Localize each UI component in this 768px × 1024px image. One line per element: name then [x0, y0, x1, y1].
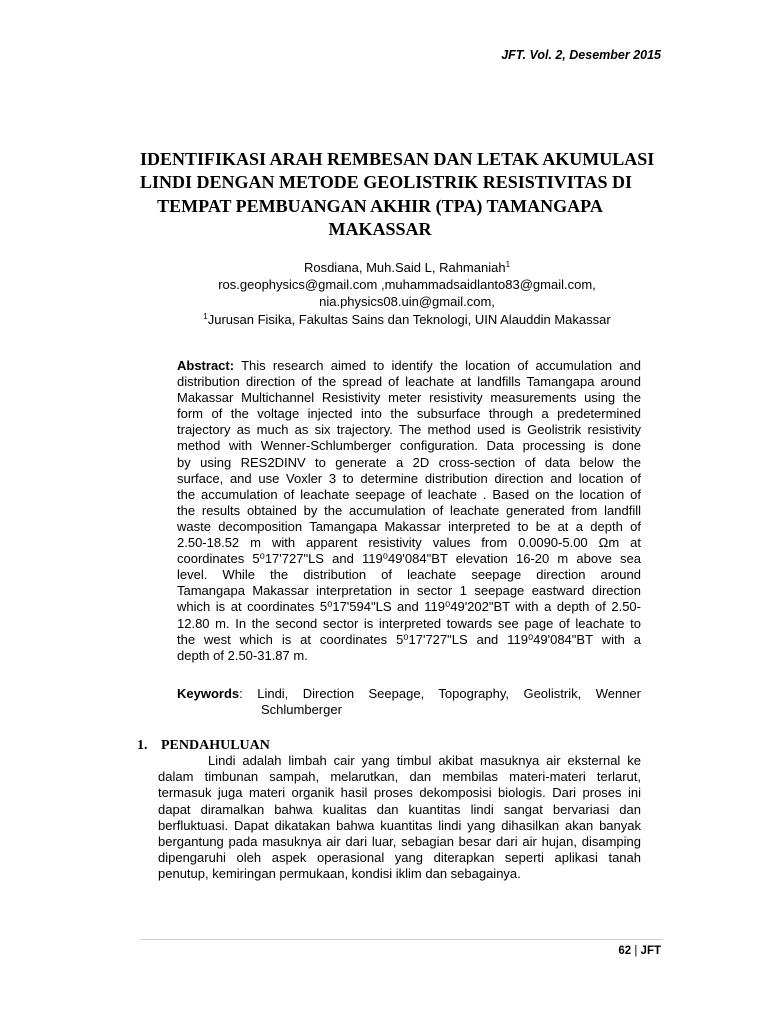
keywords-label: Keywords: [177, 686, 240, 701]
abstract-line: surface, and use Voxler 3 to determine distribution direction and location of: [177, 470, 641, 486]
affiliation-marker: 1: [203, 311, 208, 321]
affiliation: Jurusan Fisika, Fakultas Sains dan Teknologi, UIN Alauddin Makassar: [207, 311, 611, 327]
section-number: 1.: [137, 738, 148, 753]
abstract-line: the west which is at coordinates 5⁰17'727"LS and 119⁰49'084"BT with a: [177, 631, 641, 647]
author-names: Rosdiana, Muh.Said L, Rahmaniah: [303, 260, 506, 275]
body-line: termasuk juga materi organik hasil proses dekomposisi biologis. Dari proses ini: [158, 785, 641, 801]
abstract-line: Makassar Multichannel Resistivity meter resistivity measurements using the: [177, 390, 641, 406]
abstract-line: coordinates 5⁰17'727"LS and 119⁰49'084"BT elevation 16-20 m above sea: [177, 551, 641, 567]
keywords: [177, 686, 641, 718]
journal-header: JFT. Vol. 2, Desember 2015: [501, 48, 661, 62]
author-block: [140, 259, 674, 328]
section-body: [158, 753, 641, 883]
abstract-line: [177, 358, 641, 374]
section-heading: [137, 738, 270, 754]
abstract-line: form of the voltage injected into the subsurface through a predetermined: [177, 406, 641, 422]
abstract-line: method with Wenner-Schlumberger configuration. Data processing is done: [177, 438, 641, 454]
abstract-line: depth of 2.50-31.87 m.: [177, 647, 308, 663]
paper-title: [140, 148, 655, 241]
author-names-line: [140, 259, 674, 276]
abstract-line: 2.50-18.52 m with apparent resistivity values from 0.0090-5.00 Ωm at: [177, 535, 641, 551]
abstract-line: which is at coordinates 5⁰17'594"LS and 119⁰49'202"BT with a depth of 2.50-: [177, 599, 641, 615]
keywords-line: [177, 686, 641, 702]
abstract-line: waste decomposition Tamangapa Makassar interpreted to be at a depth of: [177, 518, 641, 534]
abstract-line: level. While the distribution of leachate seepage direction around: [177, 567, 641, 583]
keywords-line: Schlumberger: [261, 702, 342, 718]
body-line: penutup, kemiringan permukaan, kondisi iklim dan sebagainya.: [158, 866, 521, 882]
author-affil-marker: 1: [505, 260, 511, 269]
abstract: [177, 358, 641, 664]
footer-divider: [140, 939, 663, 940]
abstract-line: 12.80 m. In the second sector is interpreted towards see page of leachate to: [177, 615, 641, 631]
body-line: dipengaruhi oleh aspek operasional yang diterapkan seperti aplikasi tanah: [158, 850, 641, 866]
footer-separator: |: [634, 945, 638, 957]
page-number: 62: [618, 945, 632, 957]
body-line: dalam timbunan sampah, melarutkan, dan membilas materi-materi terlarut,: [158, 769, 641, 785]
affiliation-line: [140, 311, 674, 328]
title-line: IDENTIFIKASI ARAH REMBESAN DAN LETAK AKUMULASI: [140, 149, 655, 169]
page-footer: [618, 945, 661, 957]
abstract-text: This research aimed to identify the location of accumulation and: [234, 358, 641, 373]
author-emails: nia.physics08.uin@gmail.com,: [319, 294, 495, 310]
abstract-line: trajectory as much as six trajectory. The method used is Geolistrik resistivity: [177, 422, 641, 438]
section-title: PENDAHULUAN: [161, 738, 270, 753]
abstract-line: distribution direction of the spread of leachate at landfills Tamangapa around: [177, 374, 641, 390]
abstract-line: the results obtained by the accumulation of leachate generated from landfill: [177, 502, 641, 518]
abstract-line: the accumulation of leachate seepage of leachate . Based on the location of: [177, 486, 641, 502]
abstract-line: by using RES2DINV to generate a 2D cross-section of data below the: [177, 454, 641, 470]
title-line: MAKASSAR: [328, 218, 432, 239]
abstract-line: Tamangapa Makassar interpretation in sector 1 seepage eastward direction: [177, 583, 641, 599]
title-line: LINDI DENGAN METODE GEOLISTRIK RESISTIVITAS DI: [140, 172, 632, 193]
author-emails: ros.geophysics@gmail.com ,muhammadsaidlanto83@gmail.com,: [218, 277, 596, 293]
abstract-label: Abstract:: [177, 358, 235, 373]
body-line: Lindi adalah limbah cair yang timbul akibat masuknya air eksternal ke: [208, 753, 641, 768]
keywords-text: : Lindi, Direction Seepage, Topography, Geolistrik, Wenner: [239, 686, 641, 701]
title-line: TEMPAT PEMBUANGAN AKHIR (TPA) TAMANGAPA: [157, 195, 603, 216]
body-line: dapat diramalkan bahwa kualitas dan kuantitas lindi sangat bervariasi dan: [158, 801, 641, 817]
body-line: bergantung pada masuknya air dari luar, sebagian besar dari air hujan, disamping: [158, 833, 641, 849]
footer-journal: JFT: [640, 945, 661, 957]
body-line: berfluktuasi. Dapat dikatakan bahwa kuantitas lindi yang dihasilkan akan banyak: [158, 817, 641, 833]
